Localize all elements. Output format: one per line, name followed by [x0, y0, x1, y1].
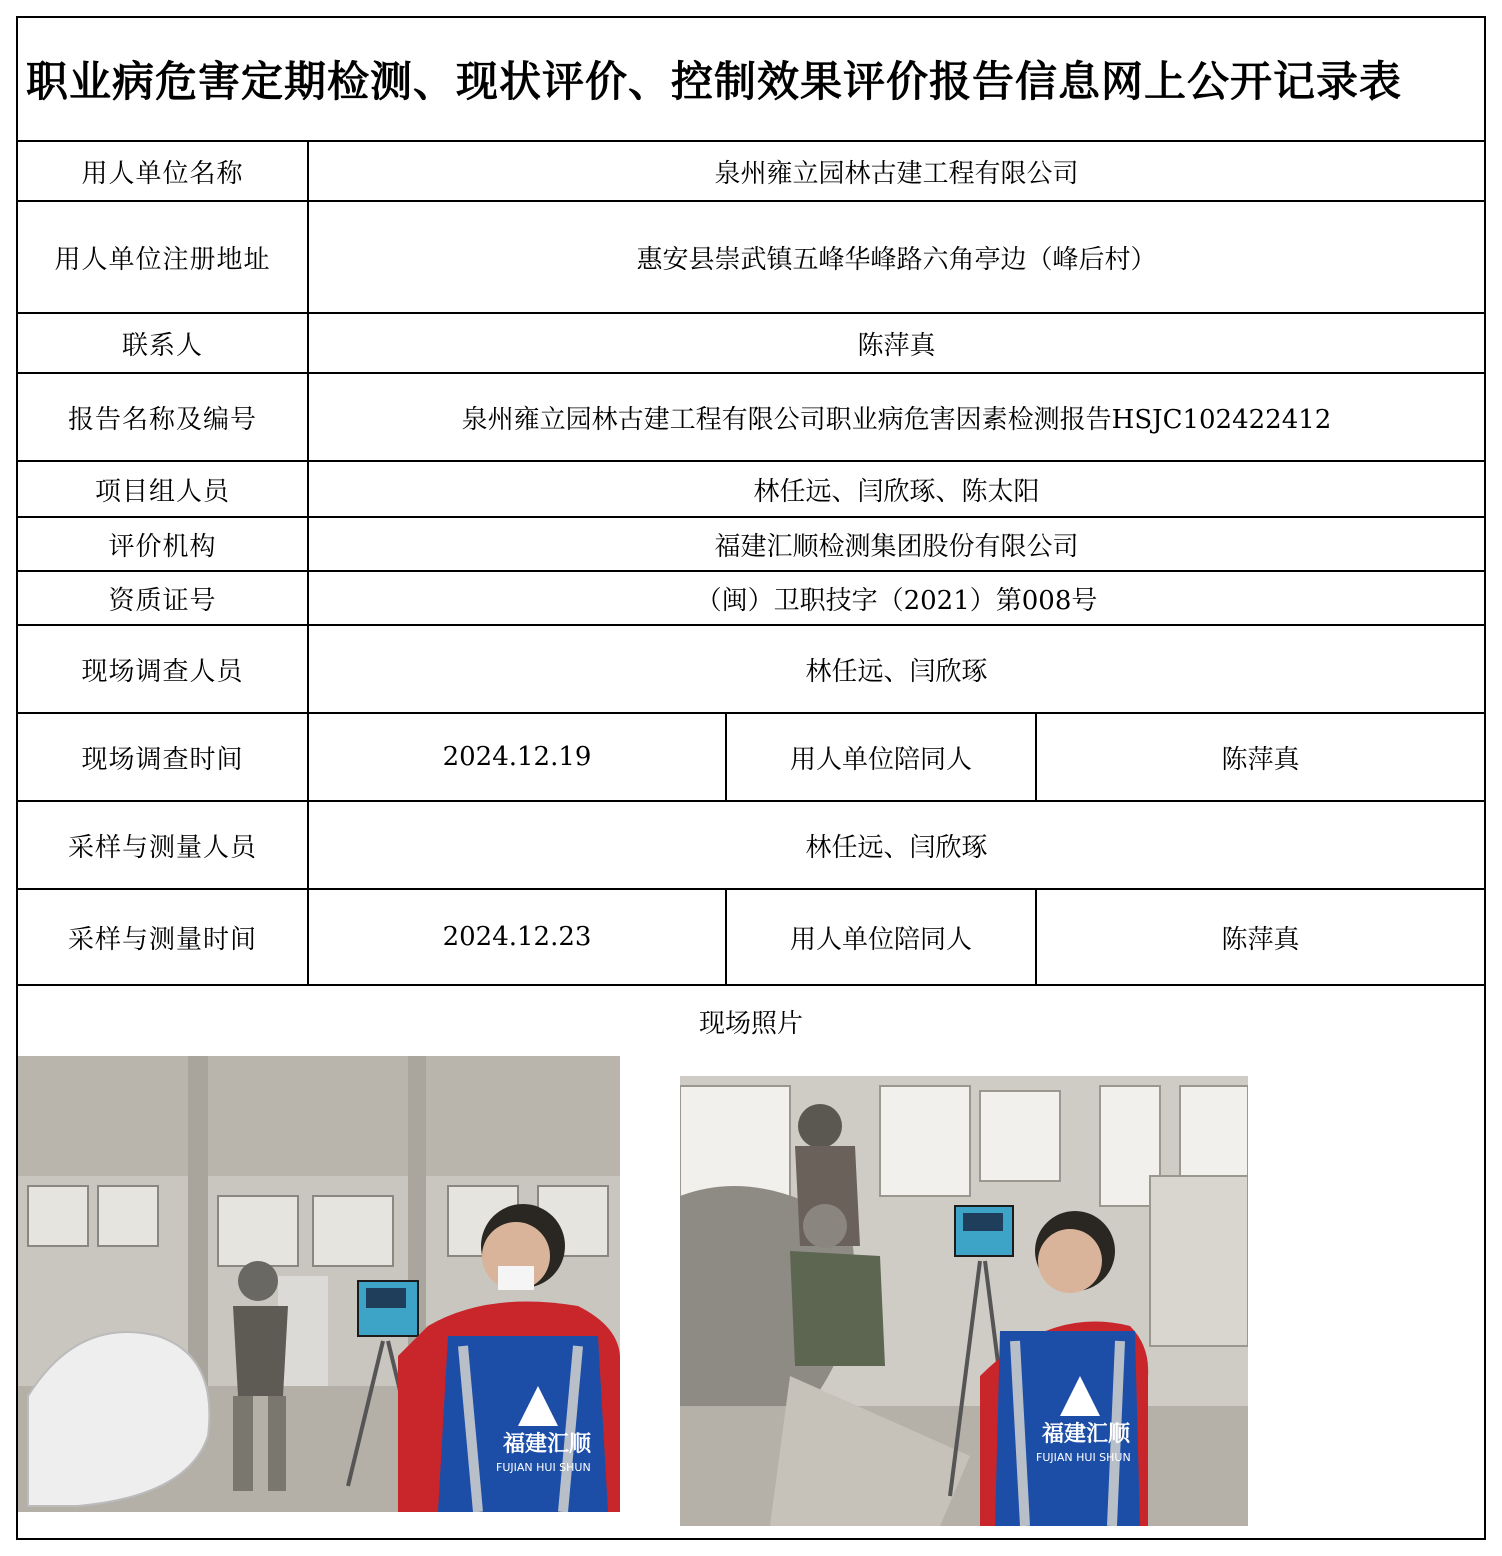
row-agency — [18, 518, 1484, 572]
vest-text-cn-2: 福建汇顺 — [1042, 1422, 1131, 1447]
value-report: 泉州雍立园林古建工程有限公司职业病危害因素检测报告HSJC102422412 — [461, 404, 1332, 435]
value-survey-escort: 陈萍真 — [1221, 744, 1300, 775]
value-sampling-date: 2024.12.23 — [309, 890, 727, 984]
label-cert-no: 资质证号 — [18, 572, 309, 624]
row-sampling-time — [18, 890, 1484, 986]
value-sampling-staff: 林任远、闫欣琢 — [805, 832, 988, 863]
row-employer-name — [18, 142, 1484, 202]
value-project-team: 林任远、闫欣琢、陈太阳 — [753, 476, 1040, 507]
label-survey-time: 现场调查时间 — [18, 714, 309, 800]
value-sampling-escort: 陈萍真 — [1221, 924, 1300, 955]
row-survey-staff — [18, 626, 1484, 714]
site-photo-1-image — [18, 1056, 620, 1512]
site-photo-2 — [680, 1076, 1248, 1526]
vest-text-cn-1: 福建汇顺 — [503, 1432, 592, 1457]
vest-text-en-2: FUJIAN HUI SHUN — [1036, 1451, 1131, 1464]
row-report — [18, 374, 1484, 462]
label-sampling-staff: 采样与测量人员 — [18, 802, 309, 888]
row-employer-address — [18, 202, 1484, 314]
label-sampling-escort: 用人单位陪同人 — [727, 890, 1037, 984]
row-contact — [18, 314, 1484, 374]
label-sampling-time: 采样与测量时间 — [18, 890, 309, 984]
label-project-team: 项目组人员 — [18, 462, 309, 516]
row-cert-no — [18, 572, 1484, 626]
label-contact: 联系人 — [18, 314, 309, 372]
value-survey-date: 2024.12.19 — [309, 714, 727, 800]
value-cert-no: （闽）卫职技字（2021）第008号 — [695, 585, 1098, 616]
value-contact: 陈萍真 — [857, 330, 936, 361]
value-employer-name: 泉州雍立园林古建工程有限公司 — [714, 158, 1079, 189]
site-photo-1 — [18, 1056, 620, 1512]
label-survey-staff: 现场调查人员 — [18, 626, 309, 712]
row-sampling-staff — [18, 802, 1484, 890]
page-title: 职业病危害定期检测、现状评价、控制效果评价报告信息网上公开记录表 — [18, 18, 1484, 142]
label-employer-name: 用人单位名称 — [18, 142, 309, 200]
label-survey-escort: 用人单位陪同人 — [727, 714, 1037, 800]
site-photo-2-image — [680, 1076, 1248, 1526]
label-agency: 评价机构 — [18, 518, 309, 570]
value-agency: 福建汇顺检测集团股份有限公司 — [714, 531, 1079, 562]
row-project-team — [18, 462, 1484, 518]
label-report: 报告名称及编号 — [18, 374, 309, 460]
value-employer-address: 惠安县崇武镇五峰华峰路六角亭边（峰后村） — [636, 244, 1157, 275]
vest-text-en-1: FUJIAN HUI SHUN — [496, 1461, 591, 1474]
value-survey-staff: 林任远、闫欣琢 — [805, 656, 988, 687]
photos-header: 现场照片 — [698, 1008, 803, 1039]
label-employer-address: 用人单位注册地址 — [18, 202, 309, 312]
row-survey-time — [18, 714, 1484, 802]
record-table — [16, 16, 1486, 1540]
